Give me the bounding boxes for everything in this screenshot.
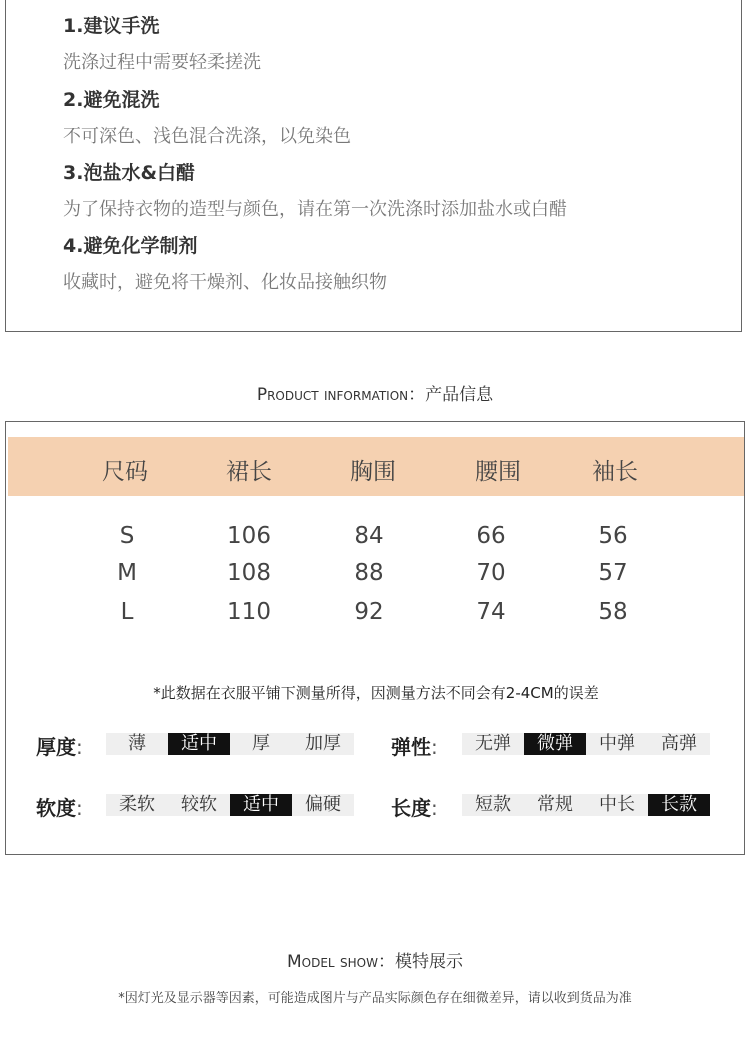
length-option-short: 短款 <box>462 794 524 816</box>
table-row-l-waist: 74 <box>476 599 506 625</box>
model-show-title-sep: ： <box>377 952 395 972</box>
product-info-title-sep: ： <box>408 385 426 405</box>
softness-label-text: 软度 <box>36 796 76 820</box>
thickness-option-extra-thick: 加厚 <box>292 733 354 755</box>
softness-option-fairly-soft: 较软 <box>168 794 230 816</box>
length-colon: : <box>431 796 438 820</box>
thickness-label-text: 厚度 <box>36 735 76 759</box>
size-table-header <box>8 437 744 496</box>
header-sleeve-length: 袖长 <box>592 459 638 485</box>
care-desc-3: 为了保持衣物的造型与颜色，请在第一次洗涤时添加盐水或白醋 <box>63 199 567 220</box>
thickness-label <box>36 731 83 760</box>
softness-option-medium: 适中 <box>230 794 292 816</box>
size-info-box <box>5 421 745 855</box>
product-info-title-en: Product information <box>256 385 409 405</box>
softness-option-hard: 偏硬 <box>292 794 354 816</box>
table-row-m-size: M <box>117 560 137 586</box>
table-row-l-length: 110 <box>227 599 271 625</box>
length-option-long: 长款 <box>648 794 710 816</box>
elasticity-label-text: 弹性 <box>391 735 431 759</box>
header-bust: 胸围 <box>350 459 396 485</box>
elasticity-option-slight: 微弹 <box>524 733 586 755</box>
care-desc-2: 不可深色、浅色混合洗涤，以免染色 <box>63 126 351 147</box>
care-title-2: 2.避免混洗 <box>63 89 160 111</box>
product-info-title-cn: 产品信息 <box>425 385 494 405</box>
softness-label <box>36 792 83 821</box>
elasticity-label <box>391 731 438 760</box>
measurement-note: *此数据在衣服平铺下测量所得，因测量方法不同会有2-4CM的误差 <box>153 684 599 702</box>
model-show-title-en: Model show <box>287 952 378 972</box>
table-row-s-sleeve: 56 <box>598 523 628 549</box>
table-row-m-bust: 88 <box>354 560 384 586</box>
elasticity-option-medium: 中弹 <box>586 733 648 755</box>
table-row-s-bust: 84 <box>354 523 384 549</box>
table-row-s-length: 106 <box>227 523 271 549</box>
header-size: 尺码 <box>102 459 148 485</box>
care-instructions-box <box>5 0 742 332</box>
product-info-title <box>0 380 750 405</box>
care-title-4: 4.避免化学制剂 <box>63 235 198 257</box>
model-show-title <box>0 947 750 972</box>
care-desc-1: 洗涤过程中需要轻柔搓洗 <box>63 52 261 73</box>
thickness-option-thin: 薄 <box>106 733 168 755</box>
elasticity-option-high: 高弹 <box>648 733 710 755</box>
table-row-l-size: L <box>120 599 134 625</box>
elasticity-option-none: 无弹 <box>462 733 524 755</box>
thickness-option-thick: 厚 <box>230 733 292 755</box>
table-row-m-waist: 70 <box>476 560 506 586</box>
softness-colon: : <box>76 796 83 820</box>
color-disclaimer: *因灯光及显示器等因素，可能造成图片与产品实际颜色存在细微差异，请以收到货品为准 <box>118 991 632 1006</box>
table-row-m-sleeve: 57 <box>598 560 628 586</box>
thickness-option-medium: 适中 <box>168 733 230 755</box>
model-show-title-cn: 模特展示 <box>394 952 463 972</box>
elasticity-colon: : <box>431 735 438 759</box>
table-row-m-length: 108 <box>227 560 271 586</box>
length-label-text: 长度 <box>391 796 431 820</box>
header-waist: 腰围 <box>475 459 521 485</box>
table-row-s-waist: 66 <box>476 523 506 549</box>
table-row-l-sleeve: 58 <box>598 599 628 625</box>
care-title-1: 1.建议手洗 <box>63 15 160 37</box>
thickness-colon: : <box>76 735 83 759</box>
table-row-l-bust: 92 <box>354 599 384 625</box>
header-skirt-length: 裙长 <box>226 459 272 485</box>
length-option-regular: 常规 <box>524 794 586 816</box>
length-option-mid-long: 中长 <box>586 794 648 816</box>
care-title-3: 3.泡盐水&白醋 <box>63 162 196 184</box>
length-label <box>391 792 438 821</box>
table-row-s-size: S <box>119 523 135 549</box>
care-desc-4: 收藏时，避免将干燥剂、化妆品接触织物 <box>63 272 387 293</box>
softness-option-soft: 柔软 <box>106 794 168 816</box>
